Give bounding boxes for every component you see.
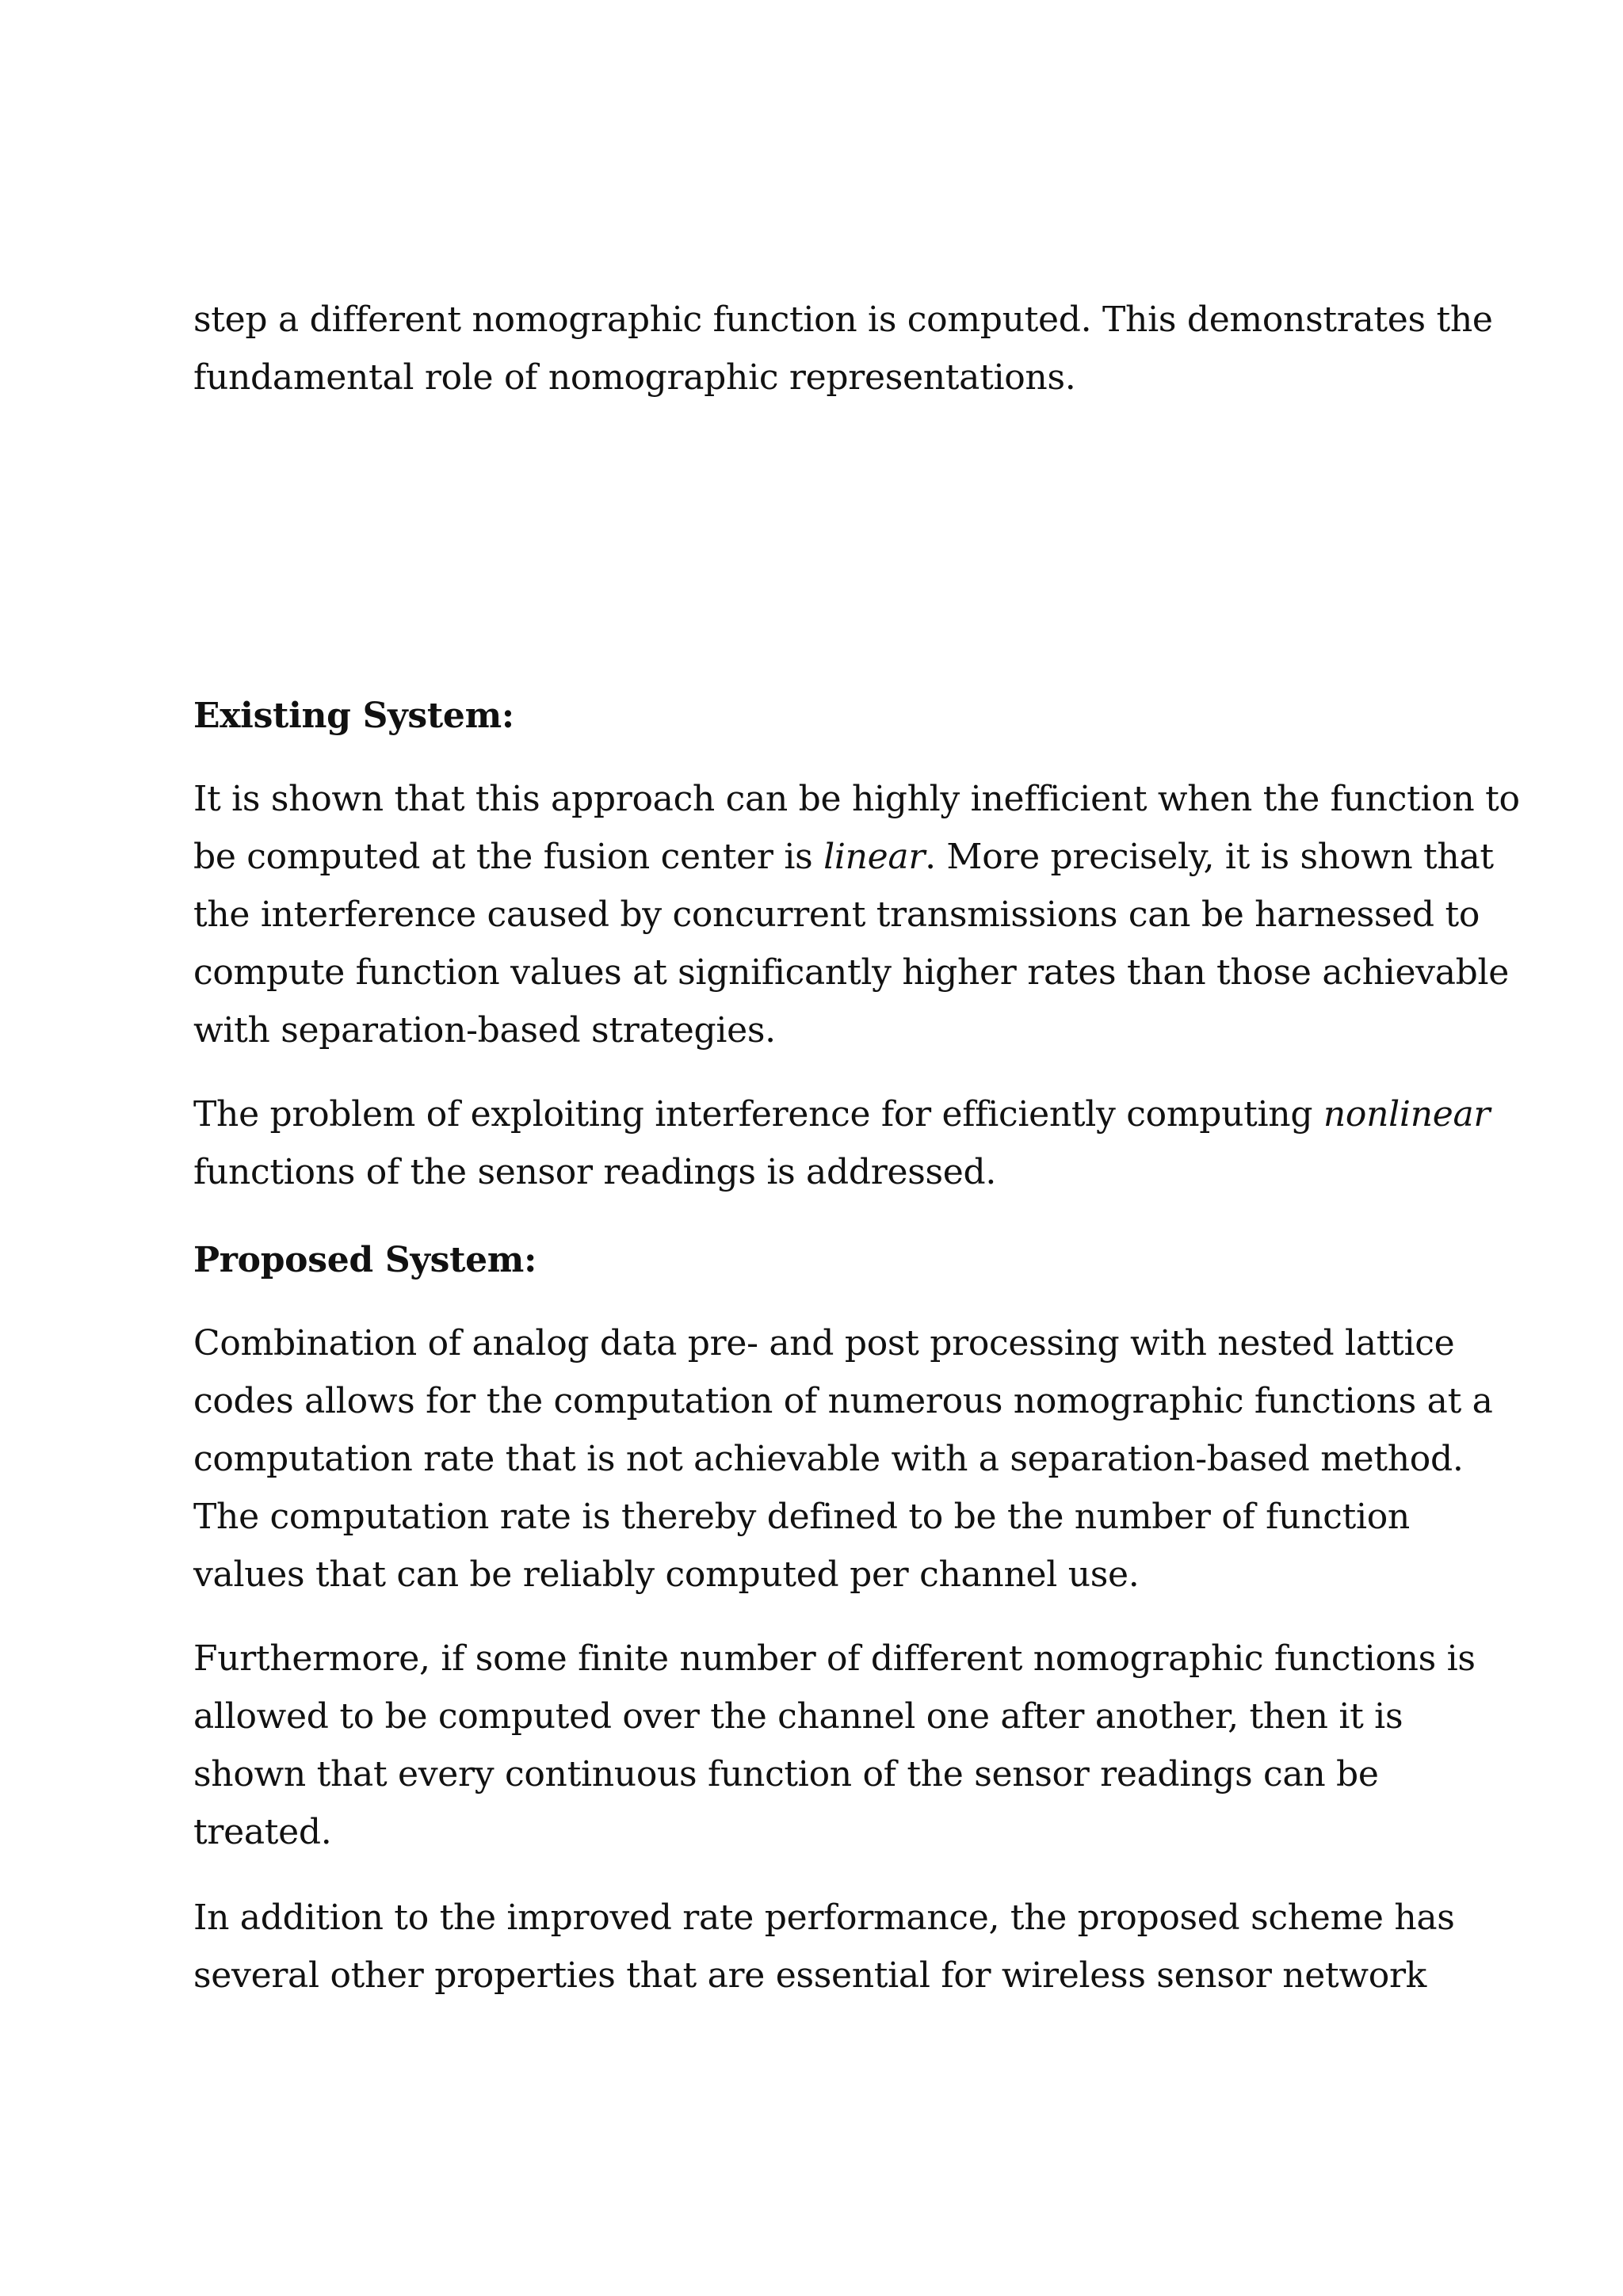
- text-segment: The problem of exploiting interference for efficiently computing: [193, 1094, 1323, 1135]
- existing-system-paragraph-1: [193, 770, 1520, 1059]
- text-line: codes allows for the computation of numerous nomographic functions at a: [193, 1381, 1493, 1421]
- text-line: values that can be reliably computed per channel use.: [193, 1554, 1140, 1595]
- text-segment: be computed at the fusion center is: [193, 837, 824, 877]
- intro-paragraph: [193, 291, 1493, 406]
- text-line: with separation-based strategies.: [193, 1010, 776, 1051]
- proposed-system-paragraph-2: [193, 1630, 1476, 1861]
- text-line: shown that every continuous function of the sensor readings can be: [193, 1754, 1379, 1794]
- text-line: The computation rate is thereby defined to be the number of function: [193, 1497, 1410, 1537]
- text-line: In addition to the improved rate performance, the proposed scheme has: [193, 1897, 1455, 1938]
- proposed-system-paragraph-1: [193, 1314, 1493, 1604]
- existing-system-paragraph-2: [193, 1085, 1491, 1201]
- italic-term-linear: linear: [823, 837, 926, 877]
- text-segment: . More precisely, it is shown that: [925, 837, 1494, 877]
- text-line: [193, 828, 1494, 886]
- text-line: functions of the sensor readings is addressed.: [193, 1152, 997, 1192]
- text-line: compute function values at significantly higher rates than those achievable: [193, 952, 1510, 993]
- text-line: [193, 1085, 1491, 1143]
- text-line: several other properties that are essential for wireless sensor network: [193, 1955, 1427, 1996]
- text-line: Combination of analog data pre- and post processing with nested lattice: [193, 1323, 1455, 1363]
- existing-system-heading: Existing System:: [193, 696, 514, 736]
- proposed-system-paragraph-3: [193, 1889, 1469, 2004]
- text-line: step a different nomographic function is computed. This demonstrates the: [193, 299, 1493, 340]
- text-line: computation rate that is not achievable with a separation-based method.: [193, 1439, 1464, 1479]
- text-line: treated.: [193, 1812, 332, 1852]
- text-line: allowed to be computed over the channel one after another, then it is: [193, 1696, 1403, 1737]
- text-line: fundamental role of nomographic representations.: [193, 357, 1076, 398]
- text-line: the interference caused by concurrent transmissions can be harnessed to: [193, 894, 1480, 935]
- text-line: It is shown that this approach can be highly inefficient when the function to: [193, 779, 1520, 819]
- italic-term-nonlinear: nonlinear: [1323, 1094, 1491, 1135]
- proposed-system-heading: Proposed System:: [193, 1240, 537, 1280]
- text-line: Furthermore, if some finite number of different nomographic functions is: [193, 1638, 1476, 1679]
